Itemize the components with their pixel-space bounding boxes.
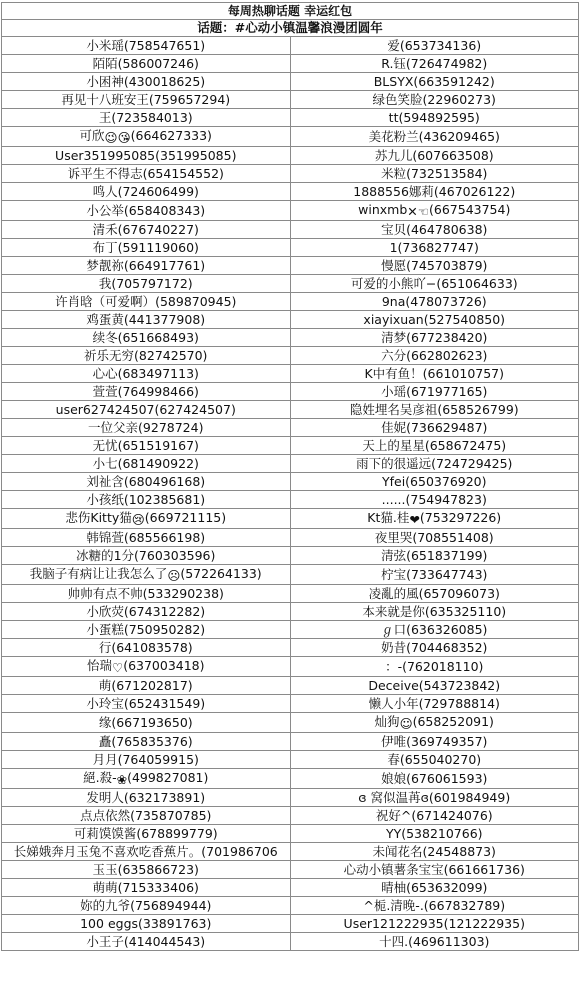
left-winner-cell — [2, 733, 291, 751]
right-winner-name: 懒人小年(729788814) — [368, 696, 500, 711]
table-row — [2, 491, 579, 509]
right-winner-name: 伊唯(369749357) — [381, 734, 488, 749]
flower-icon: ❀ — [116, 772, 128, 787]
left-winner-name: 诉平生不得志(654154552) — [67, 166, 224, 181]
right-winner-cell — [290, 677, 579, 695]
right-winner-cell — [290, 183, 579, 201]
right-winner-cell — [290, 147, 579, 165]
right-winner-name: 春(655040270) — [387, 752, 482, 767]
right-winner-cell — [290, 55, 579, 73]
heart-outline-icon: ♡ — [111, 660, 124, 675]
left-winner-name: 心心(683497113) — [92, 366, 199, 381]
table-row — [2, 695, 579, 713]
crying-face-icon: 😢 — [131, 512, 145, 527]
left-winner-cell — [2, 419, 291, 437]
left-winner-cell — [2, 861, 291, 879]
right-winner-id: (753297226) — [419, 510, 502, 525]
left-winner-cell — [2, 807, 291, 825]
table-row — [2, 127, 579, 147]
left-winner-name: 鸡蛋黄(441377908) — [86, 312, 206, 327]
right-winner-cell — [290, 491, 579, 509]
table-row — [2, 257, 579, 275]
left-winner-name: 再见十八班安王(759657294) — [61, 92, 231, 107]
right-winner-name: 9na(478073726) — [381, 294, 487, 309]
right-winner-name: 心动小镇薯条宝宝(661661736) — [343, 862, 525, 877]
right-winner-cell — [290, 751, 579, 769]
table-row — [2, 165, 579, 183]
right-winner-name: 1(736827747) — [389, 240, 479, 255]
right-winner-name: 本来就是你(635325110) — [362, 604, 507, 619]
left-winner-cell — [2, 713, 291, 733]
right-winner-name: User121222935(121222935) — [343, 916, 525, 931]
left-winner-cell — [2, 529, 291, 547]
table-row — [2, 239, 579, 257]
right-winner-cell — [290, 329, 579, 347]
table-row — [2, 147, 579, 165]
table-row — [2, 455, 579, 473]
table-row — [2, 293, 579, 311]
right-winner-name: 雨下的很遥远(724729425) — [356, 456, 513, 471]
left-winner-name: 我脑子有病让让我怎么了 — [29, 566, 168, 581]
table-row — [2, 37, 579, 55]
table-row — [2, 897, 579, 915]
right-winner-cell — [290, 73, 579, 91]
table-row — [2, 751, 579, 769]
left-winner-id: (664627333) — [130, 128, 212, 143]
left-winner-cell — [2, 585, 291, 603]
left-winner-cell — [2, 347, 291, 365]
right-winner-cell — [290, 879, 579, 897]
right-winner-name: 苏九儿(607663508) — [374, 148, 494, 163]
title-row — [2, 3, 579, 20]
left-winner-name: 刘祉含(680496168) — [86, 474, 206, 489]
right-winner-cell — [290, 603, 579, 621]
right-winner-name: 米粒(732513584) — [381, 166, 488, 181]
right-winner-cell — [290, 695, 579, 713]
left-winner-cell — [2, 657, 291, 677]
left-winner-name: 我(705797172) — [98, 276, 193, 291]
right-winner-name: 十四.(469611303) — [379, 934, 490, 949]
table-row — [2, 769, 579, 789]
right-winner-name: 宝贝(464780638) — [381, 222, 488, 237]
left-winner-name: 梦靓祢(664917761) — [86, 258, 206, 273]
left-winner-name: 许肖晗（可爱啊）(589870945) — [55, 294, 237, 309]
winking-face-icon: 😉 — [104, 130, 118, 145]
left-winner-id: (499827081) — [127, 770, 209, 785]
table-row — [2, 789, 579, 807]
right-winner-name: 凌亂的風(657096073) — [368, 586, 500, 601]
table-row — [2, 915, 579, 933]
left-winner-name: 缘(667193650) — [98, 715, 193, 730]
left-winner-id: (572264133) — [180, 566, 262, 581]
left-winner-name: 萱萱(764998466) — [92, 384, 199, 399]
right-winner-name: 灿狗 — [374, 714, 400, 729]
table-row — [2, 419, 579, 437]
table-row — [2, 657, 579, 677]
left-winner-name: 发明人(632173891) — [86, 790, 206, 805]
left-winner-cell — [2, 473, 291, 491]
left-winner-name: 玉玉(635866723) — [92, 862, 199, 877]
table-row — [2, 603, 579, 621]
right-winner-cell — [290, 383, 579, 401]
left-winner-name: 絕.殺- — [83, 770, 117, 785]
right-winner-id: (658252091) — [412, 714, 494, 729]
left-winner-cell — [2, 401, 291, 419]
topic-label: 话题：#心动小镇温馨浪漫团圆年 — [2, 20, 579, 37]
right-winner-cell — [290, 201, 579, 221]
left-winner-cell — [2, 239, 291, 257]
right-winner-name: 夜里哭(708551408) — [374, 530, 494, 545]
right-winner-cell — [290, 807, 579, 825]
right-winner-name: 佳妮(736629487) — [381, 420, 488, 435]
left-winner-name: 小王子(414044543) — [86, 934, 206, 949]
left-winner-cell — [2, 329, 291, 347]
table-row — [2, 73, 579, 91]
left-winner-cell — [2, 127, 291, 147]
left-winner-name: user627424507(627424507) — [55, 402, 236, 417]
right-winner-cell — [290, 529, 579, 547]
left-winner-name: 小孩纸(102385681) — [86, 492, 206, 507]
right-winner-name: R.钰(726474982) — [381, 56, 488, 71]
blowing-kiss-face-icon: 😘 — [117, 130, 131, 145]
right-winner-cell — [290, 509, 579, 529]
right-winner-cell — [290, 713, 579, 733]
right-winner-name: 娘娘(676061593) — [381, 771, 488, 786]
person-icon: ☺ — [399, 716, 413, 731]
right-winner-name: ^栀.清晚-.(667832789) — [363, 898, 506, 913]
left-winner-name: 清禾(676740227) — [92, 222, 199, 237]
right-winner-name: Deceive(543723842) — [368, 678, 501, 693]
left-winner-cell — [2, 183, 291, 201]
left-winner-id: (669721115) — [144, 510, 227, 525]
left-winner-name: 鸣人(724606499) — [92, 184, 199, 199]
right-winner-name: tt(594892595) — [388, 110, 480, 125]
right-winner-name: 天上的星星(658672475) — [362, 438, 507, 453]
right-winner-cell — [290, 127, 579, 147]
table-row — [2, 565, 579, 585]
right-winner-name: BLSYX(663591242) — [373, 74, 495, 89]
table-row — [2, 733, 579, 751]
right-winner-cell — [290, 109, 579, 127]
left-winner-cell — [2, 547, 291, 565]
right-winner-cell — [290, 365, 579, 383]
left-winner-cell — [2, 109, 291, 127]
right-winner-name: 爱(653734136) — [387, 38, 482, 53]
left-winner-cell — [2, 221, 291, 239]
right-winner-name: Kt猫.桂 — [367, 510, 410, 525]
left-winner-name: 无忧(651519167) — [92, 438, 199, 453]
left-winner-name: 祈乐无穷(82742570) — [84, 348, 208, 363]
right-winner-name: 祝好^(671424076) — [375, 808, 493, 823]
table-row — [2, 585, 579, 603]
table-row — [2, 401, 579, 419]
left-winner-cell — [2, 509, 291, 529]
table-row — [2, 547, 579, 565]
left-winner-cell — [2, 695, 291, 713]
left-winner-name: 月月(764059915) — [92, 752, 199, 767]
right-winner-cell — [290, 401, 579, 419]
table-row — [2, 329, 579, 347]
left-winner-name: 小公举(658408343) — [86, 203, 206, 218]
right-winner-name: 未闻花名(24548873) — [372, 844, 496, 859]
heart-icon: ❤ — [409, 512, 420, 527]
left-winner-name: 可莉馍馍酱(678899779) — [73, 826, 218, 841]
left-winner-cell — [2, 201, 291, 221]
left-winner-id: (637003418) — [123, 658, 205, 673]
left-winner-cell — [2, 165, 291, 183]
right-winner-cell — [290, 789, 579, 807]
left-winner-cell — [2, 257, 291, 275]
frowning-face-icon: ☹ — [167, 568, 181, 583]
left-winner-name: 矗(765835376) — [98, 734, 193, 749]
left-winner-name: 小困神(430018625) — [86, 74, 206, 89]
right-winner-cell — [290, 585, 579, 603]
left-winner-cell — [2, 825, 291, 843]
left-winner-cell — [2, 639, 291, 657]
topic-row — [2, 20, 579, 37]
left-winner-name: 行(641083578) — [98, 640, 193, 655]
right-winner-name: 隐姓埋名吴彦祖(658526799) — [349, 402, 519, 417]
table-row — [2, 825, 579, 843]
left-winner-cell — [2, 603, 291, 621]
page-title: 每周热聊话题 幸运红包 — [2, 3, 579, 20]
right-winner-cell — [290, 293, 579, 311]
table-row — [2, 347, 579, 365]
right-winner-cell — [290, 221, 579, 239]
table-row — [2, 275, 579, 293]
left-winner-name: 萌萌(715333406) — [92, 880, 199, 895]
right-winner-name: ℊ口(636326085) — [381, 622, 488, 637]
right-winner-cell — [290, 347, 579, 365]
right-winner-cell — [290, 91, 579, 109]
left-winner-cell — [2, 565, 291, 585]
left-winner-name: 点点依然(735870785) — [80, 808, 212, 823]
table-row — [2, 861, 579, 879]
left-winner-name: 小玲宝(652431549) — [86, 696, 206, 711]
left-winner-name: 萌(671202817) — [98, 678, 193, 693]
right-winner-name: K中有鱼！(661010757) — [364, 366, 505, 381]
table-row — [2, 183, 579, 201]
left-winner-cell — [2, 789, 291, 807]
left-winner-name: 100 eggs(33891763) — [80, 916, 212, 931]
table-row — [2, 365, 579, 383]
left-winner-cell — [2, 37, 291, 55]
table-row — [2, 529, 579, 547]
left-winner-name: 王(723584013) — [98, 110, 193, 125]
left-winner-name: 怡瑞 — [86, 658, 112, 673]
hand-icon: ☜ — [417, 204, 429, 219]
right-winner-id: (667543754) — [429, 202, 511, 217]
right-winner-name: Yfei(650376920) — [381, 474, 487, 489]
left-winner-cell — [2, 437, 291, 455]
right-winner-name: ɞ 窝似温苒ɞ(601984949) — [358, 790, 511, 805]
right-winner-cell — [290, 621, 579, 639]
table-row — [2, 677, 579, 695]
right-winner-name: winxmb — [358, 202, 408, 217]
left-winner-cell — [2, 621, 291, 639]
right-winner-cell — [290, 861, 579, 879]
right-winner-cell — [290, 437, 579, 455]
left-winner-cell — [2, 879, 291, 897]
left-winner-name: 悲伤Kitty猫 — [65, 510, 132, 525]
right-winner-cell — [290, 257, 579, 275]
right-winner-cell — [290, 455, 579, 473]
cross-sparkle-icon: ✕ — [407, 204, 418, 219]
left-winner-name: 小七(681490922) — [92, 456, 199, 471]
right-winner-cell — [290, 37, 579, 55]
left-winner-cell — [2, 933, 291, 951]
right-winner-name: 柠宝(733647743) — [381, 567, 488, 582]
right-winner-name: 六分(662802623) — [381, 348, 488, 363]
left-winner-name: 一位父亲(9278724) — [88, 420, 204, 435]
right-winner-name: 晴柚(653632099) — [381, 880, 488, 895]
right-winner-name: 可爱的小熊吖−(651064633) — [350, 276, 518, 291]
table-row — [2, 843, 579, 861]
left-winner-cell — [2, 915, 291, 933]
right-winner-cell — [290, 769, 579, 789]
left-winner-name: 陌陌(586007246) — [92, 56, 199, 71]
table-row — [2, 509, 579, 529]
right-winner-cell — [290, 239, 579, 257]
left-winner-cell — [2, 751, 291, 769]
right-winner-name: xiayixuan(527540850) — [363, 312, 506, 327]
table-row — [2, 201, 579, 221]
right-winner-name: 慢愿(745703879) — [381, 258, 488, 273]
right-winner-name: 1888556娜莉(467026122) — [353, 184, 516, 199]
right-winner-cell — [290, 165, 579, 183]
winners-table — [1, 2, 579, 951]
right-winner-name: 小瑶(671977165) — [381, 384, 488, 399]
left-winner-cell — [2, 91, 291, 109]
right-winner-name: 清梦(677238420) — [381, 330, 488, 345]
left-winner-cell — [2, 383, 291, 401]
table-row — [2, 91, 579, 109]
right-winner-cell — [290, 275, 579, 293]
right-winner-name: 清弦(651837199) — [381, 548, 488, 563]
left-winner-name: 小蛋糕(750950282) — [86, 622, 206, 637]
right-winner-name: 奶昔(704468352) — [381, 640, 488, 655]
table-row — [2, 933, 579, 951]
right-winner-name: YY(538210766) — [385, 826, 483, 841]
table-row — [2, 437, 579, 455]
table-row — [2, 621, 579, 639]
right-winner-name: 美花粉兰(436209465) — [368, 129, 500, 144]
table-row — [2, 221, 579, 239]
left-winner-cell — [2, 677, 291, 695]
left-winner-cell — [2, 147, 291, 165]
left-winner-cell — [2, 55, 291, 73]
left-winner-name: 可欣 — [79, 128, 105, 143]
left-winner-cell — [2, 293, 291, 311]
left-winner-name: 妳的九爷(756894944) — [80, 898, 212, 913]
left-winner-cell — [2, 843, 291, 861]
right-winner-cell — [290, 733, 579, 751]
left-winner-name: 小米瑶(758547651) — [86, 38, 206, 53]
table-row — [2, 55, 579, 73]
table-row — [2, 473, 579, 491]
right-winner-name: ：-(762018110) — [385, 659, 484, 674]
right-winner-cell — [290, 311, 579, 329]
right-winner-cell — [290, 915, 579, 933]
left-winner-name: 布丁(591119060) — [92, 240, 199, 255]
right-winner-cell — [290, 657, 579, 677]
left-winner-cell — [2, 769, 291, 789]
table-row — [2, 109, 579, 127]
left-winner-cell — [2, 311, 291, 329]
right-winner-cell — [290, 639, 579, 657]
right-winner-cell — [290, 897, 579, 915]
right-winner-cell — [290, 547, 579, 565]
right-winner-cell — [290, 565, 579, 585]
left-winner-name: 长娣娥奔月玉兔不喜欢吃香蕉片。(701986706 — [13, 844, 278, 859]
left-winner-cell — [2, 275, 291, 293]
right-winner-cell — [290, 473, 579, 491]
left-winner-cell — [2, 455, 291, 473]
right-winner-cell — [290, 933, 579, 951]
right-winner-name: ......(754947823) — [381, 492, 487, 507]
left-winner-name: 冰糖的1分(760303596) — [76, 548, 216, 563]
left-winner-cell — [2, 897, 291, 915]
right-winner-cell — [290, 825, 579, 843]
table-row — [2, 383, 579, 401]
table-row — [2, 713, 579, 733]
table-row — [2, 639, 579, 657]
left-winner-cell — [2, 73, 291, 91]
right-winner-cell — [290, 843, 579, 861]
table-row — [2, 807, 579, 825]
right-winner-cell — [290, 419, 579, 437]
left-winner-name: 续冬(651668493) — [92, 330, 199, 345]
left-winner-name: 小欣荧(674312282) — [86, 604, 206, 619]
left-winner-name: 帅帅有点不帅(533290238) — [67, 586, 224, 601]
left-winner-name: 韩锦萱(685566198) — [86, 530, 206, 545]
table-row — [2, 311, 579, 329]
table-row — [2, 879, 579, 897]
left-winner-cell — [2, 365, 291, 383]
left-winner-name: User351995085(351995085) — [55, 148, 237, 163]
left-winner-cell — [2, 491, 291, 509]
right-winner-name: 绿色笑脸(22960273) — [372, 92, 496, 107]
